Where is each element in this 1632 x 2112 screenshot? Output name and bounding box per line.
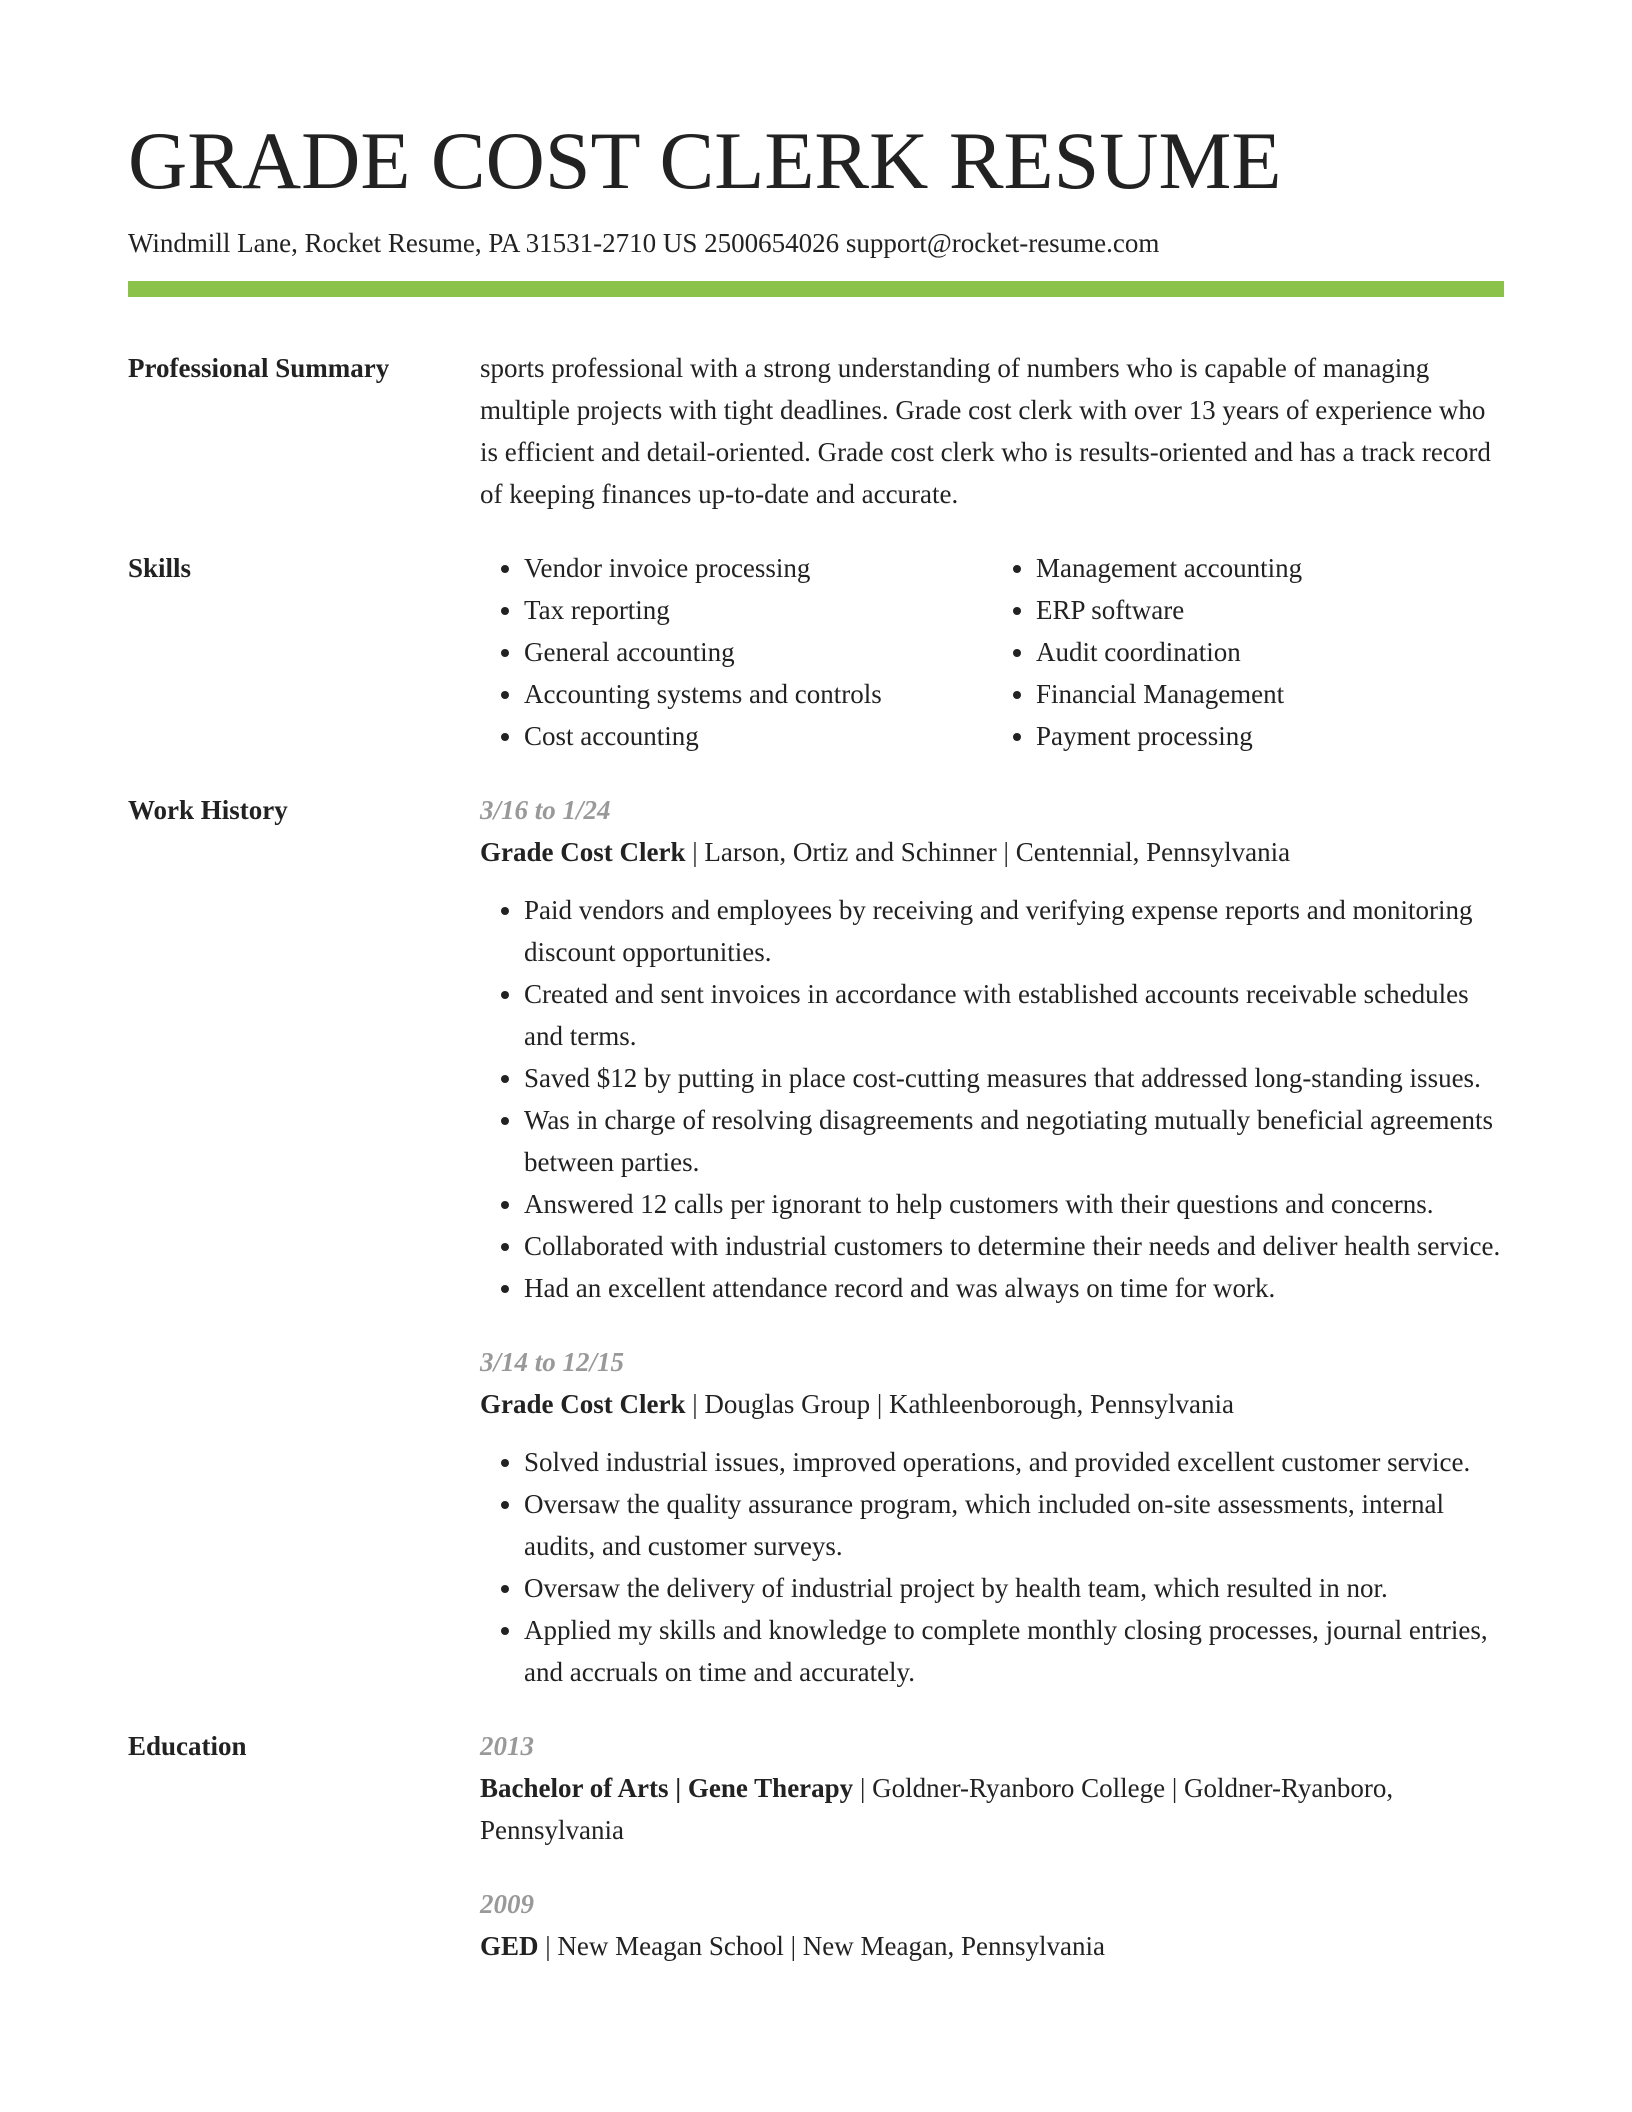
job-bullet: • Collaborated with industrial customers to determine their needs and deliver health service. [524,1225,1504,1267]
job-bullets [480,1441,1504,1693]
education-heading [480,1767,1504,1851]
job-title: Grade Cost Clerk [480,1389,686,1420]
skills-section [128,547,1504,757]
job-bullet: • Oversaw the quality assurance program, which included on-site assessments, internal audits, and customer surveys. [524,1483,1504,1567]
job-heading [480,831,1504,873]
summary-section [128,347,1504,515]
resume-title: GRADE COST CLERK RESUME [128,115,1282,206]
job-details: | Douglas Group | Kathleenborough, Pennsylvania [685,1389,1234,1420]
contact-info: Windmill Lane, Rocket Resume, PA 31531-2710 US 2500654026 support@rocket-resume.com [128,228,1160,258]
job-title: Grade Cost Clerk [480,837,686,868]
job-bullet: • Answered 12 calls per ignorant to help customers with their questions and concerns. [524,1183,1504,1225]
education-heading [480,1925,1504,1967]
job-dates: 3/16 to 1/24 [480,795,611,826]
skill-item: • Vendor invoice processing [524,547,992,589]
education-year: 2013 [480,1731,534,1762]
section-label-work: Work History [128,795,288,826]
education-degree: Bachelor of Arts | Gene Therapy [480,1773,854,1804]
summary-text: sports professional with a strong understanding of numbers who is capable of managing multiple projects with tight deadlines. Grade cost clerk with over 13 years of experience who is efficient and detail-oriented. Grade cost clerk who is results-oriented and has a track record of keeping finances up-to-date and accurate. [480,353,1491,510]
job-bullet: • Applied my skills and knowledge to complete monthly closing processes, journal entries, and accruals on time and accurately. [524,1609,1504,1693]
skill-item: • Financial Management [1036,673,1504,715]
education-section [128,1725,1504,1967]
job-bullet: • Oversaw the delivery of industrial project by health team, which resulted in nor. [524,1567,1504,1609]
job-heading [480,1383,1504,1425]
job-bullet: • Had an excellent attendance record and was always on time for work. [524,1267,1504,1309]
job-bullet: • Solved industrial issues, improved operations, and provided excellent customer service. [524,1441,1504,1483]
skill-item: • Cost accounting [524,715,992,757]
skills-list-left [480,547,992,757]
skill-item: • Management accounting [1036,547,1504,589]
skill-item: • Accounting systems and controls [524,673,992,715]
accent-divider [128,281,1504,297]
job-bullet: • Paid vendors and employees by receiving and verifying expense reports and monitoring discount opportunities. [524,889,1504,973]
skill-item: • Audit coordination [1036,631,1504,673]
skills-grid [480,547,1504,757]
job-entry [480,789,1504,1309]
job-bullet: • Created and sent invoices in accordance with established accounts receivable schedules and terms. [524,973,1504,1057]
job-bullet: • Saved $12 by putting in place cost-cutting measures that addressed long-standing issues. [524,1057,1504,1099]
job-bullet: • Was in charge of resolving disagreements and negotiating mutually beneficial agreements between parties. [524,1099,1504,1183]
education-year: 2009 [480,1889,534,1920]
education-degree: GED [480,1931,539,1962]
skill-item: • General accounting [524,631,992,673]
section-label-education: Education [128,1731,247,1762]
section-label-skills: Skills [128,553,192,584]
job-entry [480,1341,1504,1693]
work-history-section [128,789,1504,1693]
education-entry [480,1883,1504,1967]
section-label-summary: Professional Summary [128,353,390,384]
job-details: | Larson, Ortiz and Schinner | Centennial, Pennsylvania [685,837,1291,868]
skill-item: • ERP software [1036,589,1504,631]
job-dates: 3/14 to 12/15 [480,1347,625,1378]
education-details: | Goldner-Ryanboro College | Goldner-Ryanboro, Pennsylvania [480,1773,1394,1846]
education-entry [480,1725,1504,1851]
skill-item: • Tax reporting [524,589,992,631]
job-bullets [480,889,1504,1309]
education-details: | New Meagan School | New Meagan, Pennsylvania [538,1931,1105,1962]
skill-item: • Payment processing [1036,715,1504,757]
skills-list-right [992,547,1504,757]
